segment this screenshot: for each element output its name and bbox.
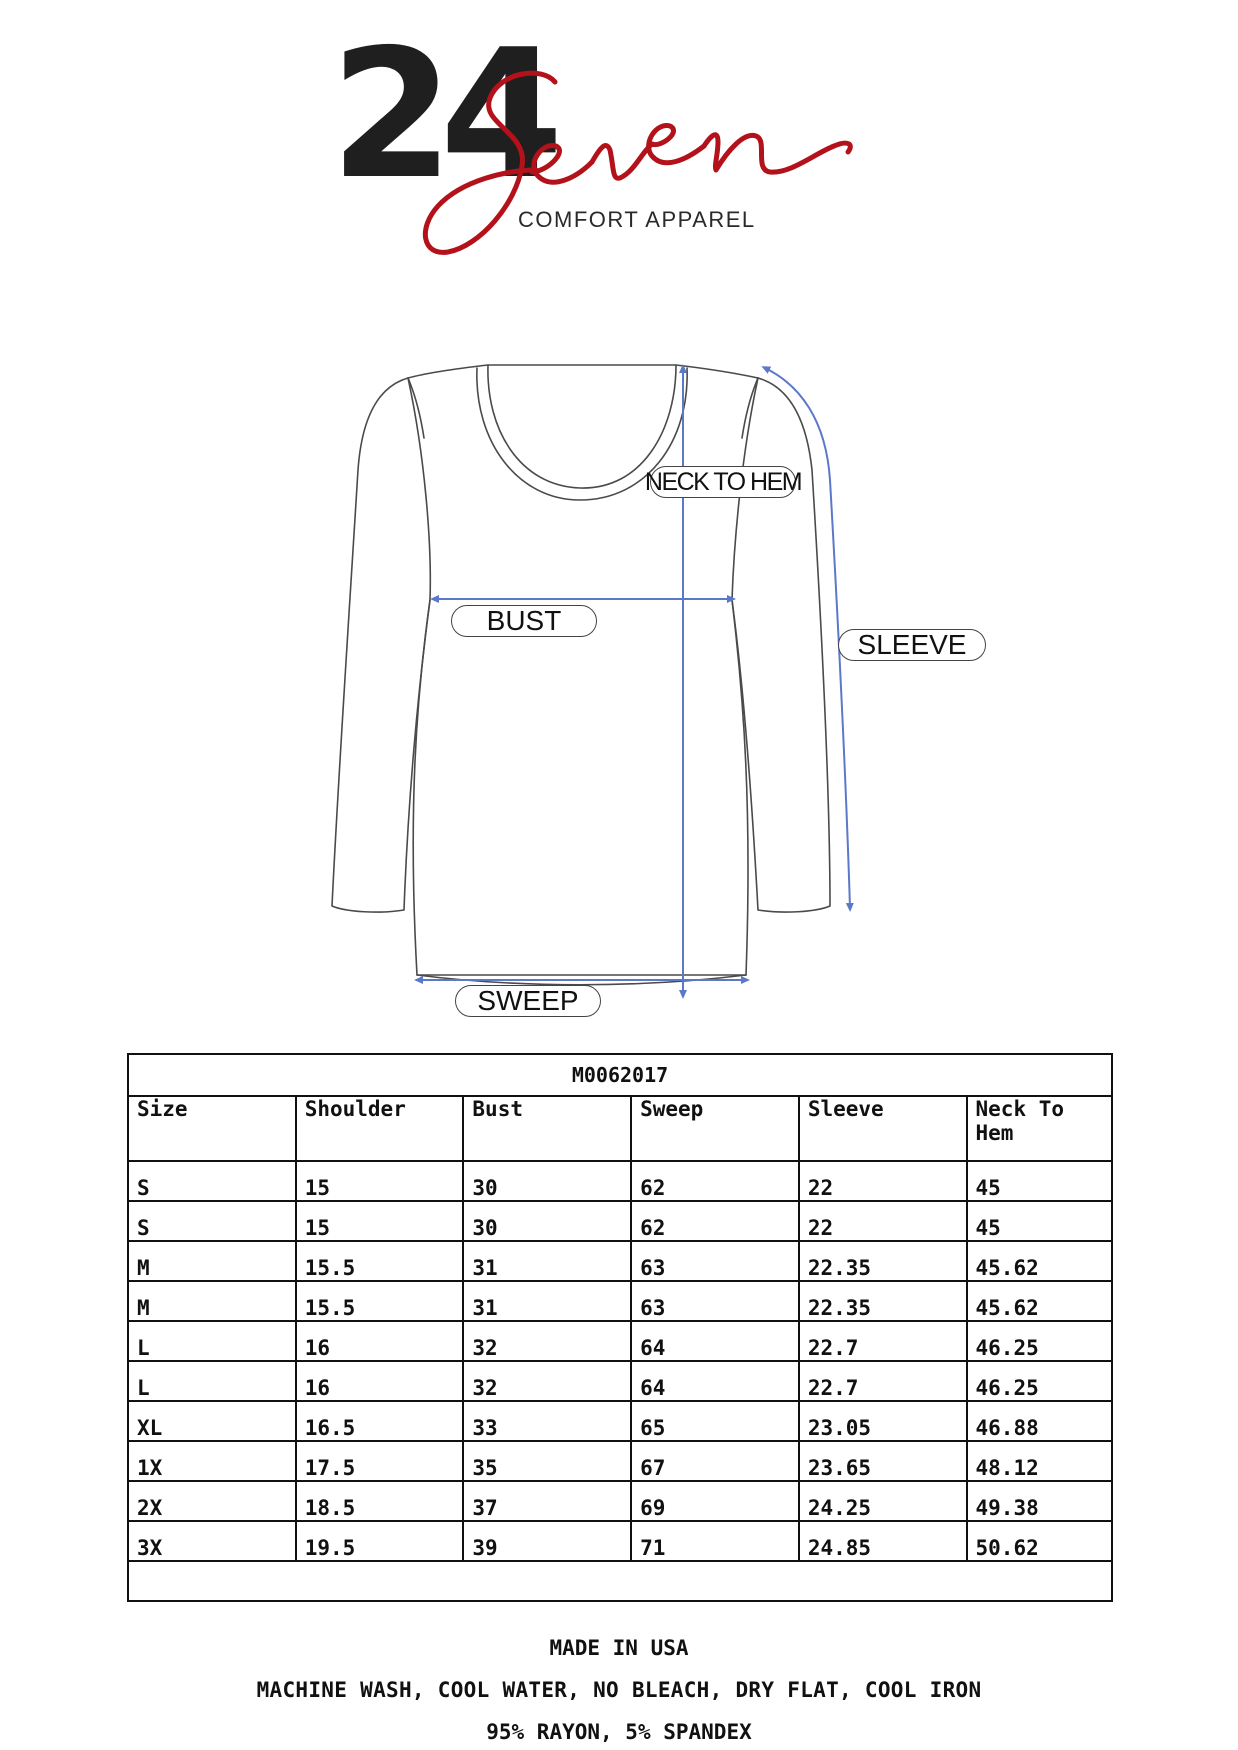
cell-bust: 32 [463,1321,631,1361]
style-code: M0062017 [128,1054,1112,1096]
cell-sleeve: 22.35 [799,1241,967,1281]
cell-size: L [128,1361,296,1401]
header-bust: Bust [463,1096,631,1161]
sleeve-label: SLEEVE [838,629,986,661]
cell-neck-to-hem: 49.38 [967,1481,1112,1521]
cell-shoulder: 16.5 [296,1401,464,1441]
cell-sweep: 71 [631,1521,799,1561]
cell-shoulder: 15.5 [296,1241,464,1281]
cell-neck-to-hem: 45 [967,1201,1112,1241]
cell-bust: 33 [463,1401,631,1441]
cell-neck-to-hem: 46.88 [967,1401,1112,1441]
cell-sweep: 62 [631,1161,799,1201]
cell-sweep: 63 [631,1241,799,1281]
table-row [128,1241,1112,1281]
cell-bust: 31 [463,1241,631,1281]
cell-sleeve: 22 [799,1161,967,1201]
table-row [128,1481,1112,1521]
cell-sweep: 64 [631,1361,799,1401]
header-neck-to-hem: Neck To Hem [967,1096,1112,1161]
neck-to-hem-label: NECK TO HEM [650,466,796,498]
cell-bust: 37 [463,1481,631,1521]
empty-cell [128,1561,1112,1601]
sweep-label: SWEEP [455,985,601,1017]
cell-shoulder: 16 [296,1321,464,1361]
cell-neck-to-hem: 46.25 [967,1321,1112,1361]
cell-sweep: 65 [631,1401,799,1441]
cell-size: M [128,1281,296,1321]
cell-sweep: 63 [631,1281,799,1321]
cell-size: 3X [128,1521,296,1561]
table-row [128,1281,1112,1321]
cell-sweep: 64 [631,1321,799,1361]
cell-bust: 30 [463,1201,631,1241]
size-chart-table [127,1053,1113,1602]
cell-shoulder: 18.5 [296,1481,464,1521]
cell-sleeve: 23.05 [799,1401,967,1441]
header-shoulder: Shoulder [296,1096,464,1161]
table-row [128,1401,1112,1441]
table-row [128,1321,1112,1361]
logo-tagline: COMFORT APPAREL [518,207,756,232]
cell-neck-to-hem: 45 [967,1161,1112,1201]
fabric-content: 95% RAYON, 5% SPANDEX [486,1720,752,1744]
table-row [128,1361,1112,1401]
empty-row [128,1561,1112,1601]
cell-size: 2X [128,1481,296,1521]
cell-sleeve: 22.7 [799,1321,967,1361]
cell-sleeve: 24.85 [799,1521,967,1561]
cell-shoulder: 15.5 [296,1281,464,1321]
table-row [128,1201,1112,1241]
made-in-text: MADE IN USA [549,1636,689,1660]
cell-neck-to-hem: 48.12 [967,1441,1112,1481]
cell-shoulder: 17.5 [296,1441,464,1481]
cell-size: S [128,1201,296,1241]
cell-bust: 35 [463,1441,631,1481]
cell-neck-to-hem: 46.25 [967,1361,1112,1401]
measurement-arrows [418,368,850,995]
cell-sweep: 69 [631,1481,799,1521]
cell-size: L [128,1321,296,1361]
logo-number: 24 [330,11,550,218]
cell-size: S [128,1161,296,1201]
table-row [128,1441,1112,1481]
cell-sweep: 67 [631,1441,799,1481]
cell-shoulder: 15 [296,1161,464,1201]
header-sleeve: Sleeve [799,1096,967,1161]
header-sweep: Sweep [631,1096,799,1161]
cell-sleeve: 22 [799,1201,967,1241]
cell-sweep: 62 [631,1201,799,1241]
table-body [128,1161,1112,1601]
care-instructions: MACHINE WASH, COOL WATER, NO BLEACH, DRY FLAT, COOL IRON [256,1678,982,1702]
cell-size: M [128,1241,296,1281]
cell-sleeve: 23.65 [799,1441,967,1481]
cell-sleeve: 22.7 [799,1361,967,1401]
bust-label: BUST [451,605,597,637]
cell-bust: 31 [463,1281,631,1321]
table-header-row [128,1096,1112,1161]
cell-bust: 32 [463,1361,631,1401]
cell-sleeve: 22.35 [799,1281,967,1321]
table-row [128,1521,1112,1561]
header-size: Size [128,1096,296,1161]
cell-bust: 39 [463,1521,631,1561]
cell-sleeve: 24.25 [799,1481,967,1521]
sleeve-arrow [765,368,850,908]
cell-size: XL [128,1401,296,1441]
cell-neck-to-hem: 45.62 [967,1241,1112,1281]
cell-neck-to-hem: 50.62 [967,1521,1112,1561]
cell-size: 1X [128,1441,296,1481]
table-row [128,1161,1112,1201]
cell-bust: 30 [463,1161,631,1201]
cell-neck-to-hem: 45.62 [967,1281,1112,1321]
cell-shoulder: 19.5 [296,1521,464,1561]
cell-shoulder: 15 [296,1201,464,1241]
cell-shoulder: 16 [296,1361,464,1401]
garment-outline [332,365,830,985]
style-code-row [128,1054,1112,1096]
